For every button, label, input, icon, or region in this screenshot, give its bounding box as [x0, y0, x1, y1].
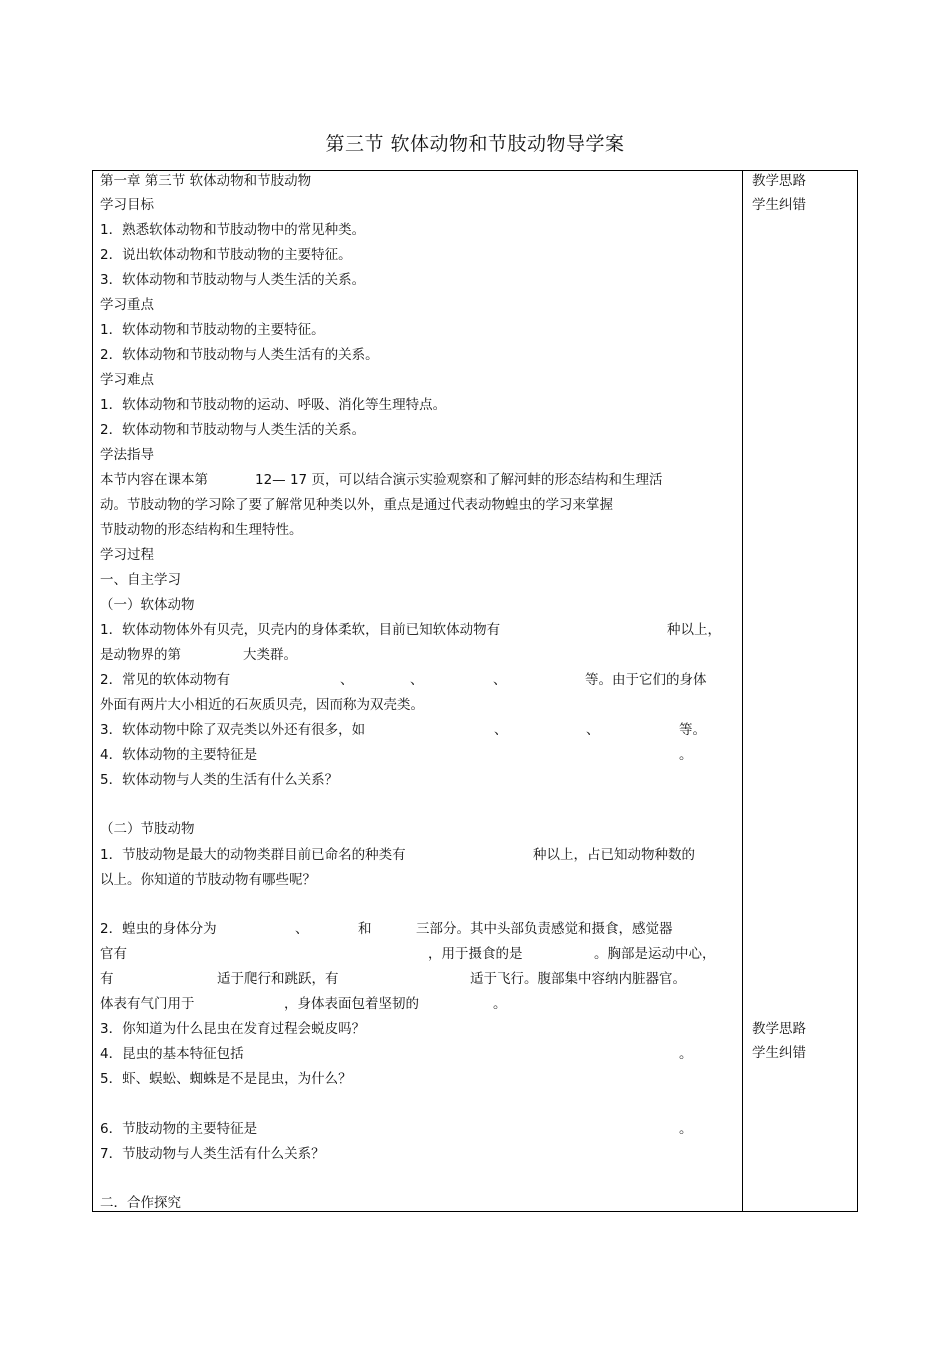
question-text: 大类群。 — [243, 647, 297, 663]
question-text: 、 — [494, 722, 508, 738]
question-text: 外面有两片大小相近的石灰质贝壳，因而称为双壳类。 — [100, 697, 424, 713]
difficulties-title: 学习难点 — [100, 372, 154, 388]
question-text: 有 — [100, 971, 114, 987]
arthropod-subtitle: （二）节肢动物 — [100, 821, 195, 837]
question-text: 、 — [340, 672, 354, 688]
side-label-teaching-idea-2: 教学思路 — [752, 1021, 806, 1037]
cooperative-inquiry-title: 二．合作探究 — [100, 1195, 181, 1211]
question-text: 5．虾、蜈蚣、蜘蛛是不是昆虫，为什么？ — [100, 1071, 352, 1087]
question-text: 2．蝗虫的身体分为 — [100, 921, 217, 937]
page-title: 第三节 软体动物和节肢动物导学案 — [325, 133, 625, 155]
question-text: 是动物界的第 — [100, 647, 181, 663]
question-text: 三部分。其中头部负责感觉和摄食，感觉器 — [416, 921, 673, 937]
question-text: 体表有气门用于 — [100, 996, 195, 1012]
question-text: 。 — [679, 1121, 693, 1137]
question-text: 、 — [295, 921, 309, 937]
question-text: 3．软体动物中除了双壳类以外还有很多，如 — [100, 722, 366, 738]
mollusk-subtitle: （一）软体动物 — [100, 597, 195, 613]
question-text: 、 — [586, 722, 600, 738]
question-text: 。 — [679, 1046, 693, 1062]
question-text: 适于飞行。腹部集中容纳内脏器官。 — [470, 971, 686, 987]
question-text: 2．常见的软体动物有 — [100, 672, 231, 688]
question-text: 4．昆虫的基本特征包括 — [100, 1046, 244, 1062]
question-text: 种以上，占已知动物种数的 — [533, 847, 695, 863]
process-title: 学习过程 — [100, 547, 154, 563]
key-point-item: 2．软体动物和节肢动物与人类生活有的关系。 — [100, 347, 379, 363]
question-text: 7．节肢动物与人类生活有什么关系？ — [100, 1146, 325, 1162]
method-guide-text: 12— 17 页，可以结合演示实验观察和了解河蚌的形态结构和生理活 — [255, 472, 663, 488]
question-text: 官有 — [100, 946, 127, 962]
question-text: 等。 — [679, 722, 706, 738]
question-text: 3．你知道为什么昆虫在发育过程会蜕皮吗？ — [100, 1021, 366, 1037]
key-point-item: 1．软体动物和节肢动物的主要特征。 — [100, 322, 325, 338]
question-text: 1．节肢动物是最大的动物类群目前已命名的种类有 — [100, 847, 406, 863]
side-label-teaching-idea: 教学思路 — [752, 173, 806, 189]
difficulty-item: 1．软体动物和节肢动物的运动、呼吸、消化等生理特点。 — [100, 397, 447, 413]
goal-item: 3．软体动物和节肢动物与人类生活的关系。 — [100, 272, 366, 288]
question-text: 以上。你知道的节肢动物有哪些呢？ — [100, 872, 316, 888]
method-guide-text: 节肢动物的形态结构和生理特性。 — [100, 522, 303, 538]
question-text: 。胸部是运动中心， — [594, 946, 716, 962]
column-divider — [742, 170, 743, 1212]
method-guide-text: 本节内容在课本第 — [100, 472, 208, 488]
goal-item: 2．说出软体动物和节肢动物的主要特征。 — [100, 247, 352, 263]
method-guide-text: 动。节肢动物的学习除了要了解常见种类以外，重点是通过代表动物蝗虫的学习来掌握 — [100, 497, 613, 513]
question-text: 5．软体动物与人类的生活有什么关系？ — [100, 772, 339, 788]
goal-item: 1．熟悉软体动物和节肢动物中的常见种类。 — [100, 222, 366, 238]
side-label-student-correction: 学生纠错 — [752, 197, 806, 213]
question-text: 6．节肢动物的主要特征是 — [100, 1121, 258, 1137]
question-text: ，身体表面包着坚韧的 — [284, 996, 419, 1012]
question-text: 、 — [410, 672, 424, 688]
question-text: 和 — [358, 921, 372, 937]
method-guide-title: 学法指导 — [100, 447, 154, 463]
difficulty-item: 2．软体动物和节肢动物与人类生活的关系。 — [100, 422, 366, 438]
section-heading: 第一章 第三节 软体动物和节肢动物 — [100, 173, 312, 189]
question-text: 。 — [679, 747, 693, 763]
question-text: 4．软体动物的主要特征是 — [100, 747, 258, 763]
question-text: 等。由于它们的身体 — [585, 672, 707, 688]
question-text: 1．软体动物体外有贝壳，贝壳内的身体柔软，目前已知软体动物有 — [100, 622, 501, 638]
question-text: 适于爬行和跳跃，有 — [217, 971, 339, 987]
question-text: 。 — [493, 996, 507, 1012]
question-text: ，用于摄食的是 — [428, 946, 523, 962]
side-label-student-correction-2: 学生纠错 — [752, 1045, 806, 1061]
question-text: 种以上， — [667, 622, 721, 638]
question-text: 、 — [493, 672, 507, 688]
goals-title: 学习目标 — [100, 197, 154, 213]
self-study-title: 一、自主学习 — [100, 572, 181, 588]
key-points-title: 学习重点 — [100, 297, 154, 313]
